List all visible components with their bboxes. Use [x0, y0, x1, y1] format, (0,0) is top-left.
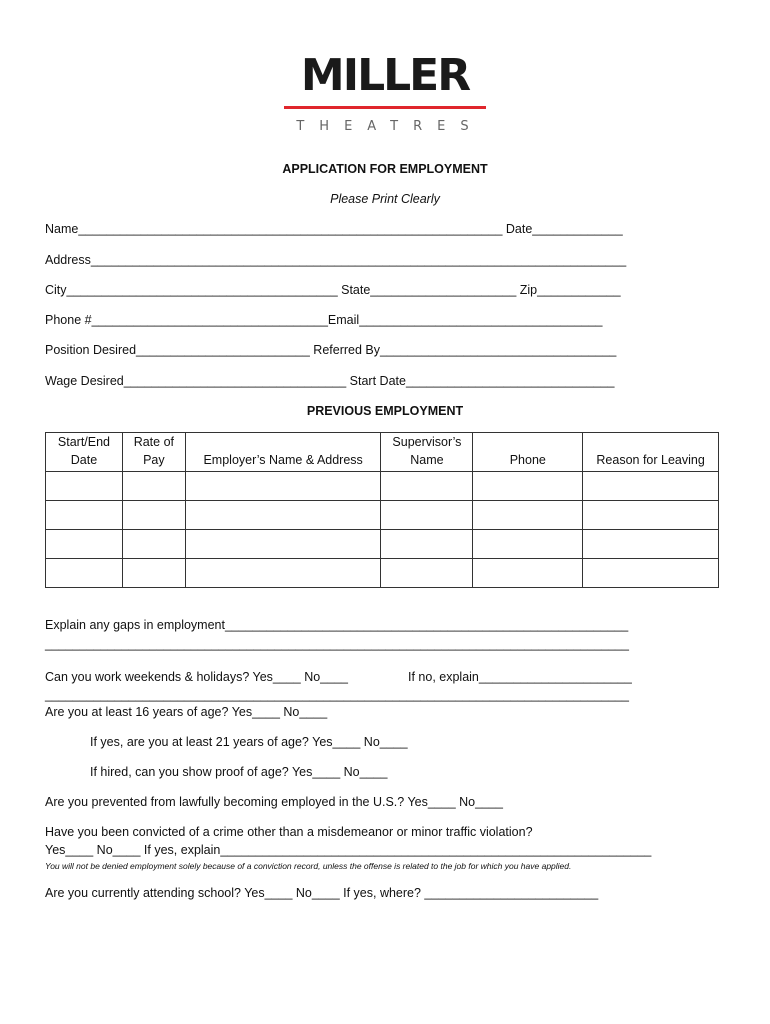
table-cell[interactable]	[46, 530, 123, 559]
table-cell[interactable]	[473, 472, 583, 501]
column-header: Employer’s Name & Address	[185, 433, 381, 472]
table-cell[interactable]	[46, 501, 123, 530]
form-subtitle: Please Print Clearly	[330, 192, 440, 206]
table-row	[46, 530, 719, 559]
address-field[interactable]: Address_____________________________________________________________________________	[45, 253, 627, 267]
table-cell[interactable]	[583, 559, 719, 588]
city-state-zip-field[interactable]: City_______________________________________ State_____________________ Zip____________	[45, 283, 621, 297]
conviction-note: You will not be denied employment solely because of a conviction record, unless the offense is related to the job for which you have applied.	[45, 861, 572, 871]
table-cell[interactable]	[122, 501, 185, 530]
logo-subtitle: THEATRES	[296, 119, 484, 134]
school-question[interactable]: Are you currently attending school? Yes____ No____ If yes, where? _________________________	[45, 886, 599, 900]
weekends-line[interactable]: ____________________________________________________________________________________	[45, 688, 629, 702]
table-cell[interactable]	[583, 501, 719, 530]
table-cell[interactable]	[381, 472, 473, 501]
table-cell[interactable]	[185, 559, 381, 588]
proof-of-age-question[interactable]: If hired, can you show proof of age? Yes____ No____	[90, 765, 388, 779]
conviction-answer[interactable]: Yes____ No____ If yes, explain______________________________________________________________	[45, 843, 652, 857]
table-cell[interactable]	[185, 530, 381, 559]
conviction-question: Have you been convicted of a crime other than a misdemeanor or minor traffic violation?	[45, 825, 533, 839]
table-cell[interactable]	[122, 559, 185, 588]
table-cell[interactable]	[122, 530, 185, 559]
column-header: Reason for Leaving	[583, 433, 719, 472]
table-cell[interactable]	[473, 501, 583, 530]
table-cell[interactable]	[381, 530, 473, 559]
table-row	[46, 472, 719, 501]
table-row	[46, 501, 719, 530]
table-cell[interactable]	[46, 559, 123, 588]
name-date-field[interactable]: Name_____________________________________________________________ Date_____________	[45, 222, 623, 236]
table-cell[interactable]	[473, 559, 583, 588]
table-cell[interactable]	[473, 530, 583, 559]
table-cell[interactable]	[583, 530, 719, 559]
table-row	[46, 559, 719, 588]
table-cell[interactable]	[381, 559, 473, 588]
table-cell[interactable]	[185, 501, 381, 530]
table-cell[interactable]	[583, 472, 719, 501]
logo-red-rule	[284, 106, 486, 109]
table-cell[interactable]	[381, 501, 473, 530]
employment-gaps-question[interactable]: Explain any gaps in employment__________________________________________________________	[45, 618, 629, 632]
table-cell[interactable]	[46, 472, 123, 501]
weekends-question[interactable]: Can you work weekends & holidays? Yes____ No____	[45, 670, 348, 684]
age-16-question[interactable]: Are you at least 16 years of age? Yes____ No____	[45, 705, 328, 719]
position-referred-field[interactable]: Position Desired_________________________ Referred By__________________________________	[45, 343, 617, 357]
column-header: Phone	[473, 433, 583, 472]
employment-gaps-line[interactable]: ____________________________________________________________________________________	[45, 637, 629, 651]
previous-employment-title: PREVIOUS EMPLOYMENT	[306, 404, 464, 418]
column-header: Start/End Date	[46, 433, 123, 472]
table-cell[interactable]	[185, 472, 381, 501]
phone-email-field[interactable]: Phone #__________________________________Email___________________________________	[45, 313, 603, 327]
lawful-employment-question[interactable]: Are you prevented from lawfully becoming employed in the U.S.? Yes____ No____	[45, 795, 503, 809]
age-21-question[interactable]: If yes, are you at least 21 years of age? Yes____ No____	[90, 735, 408, 749]
table-cell[interactable]	[122, 472, 185, 501]
column-header: Rate of Pay	[122, 433, 185, 472]
form-title: APPLICATION FOR EMPLOYMENT	[282, 162, 488, 176]
column-header: Supervisor’s Name	[381, 433, 473, 472]
weekends-explain[interactable]: If no, explain______________________	[408, 670, 632, 684]
previous-employment-table	[45, 432, 719, 588]
wage-start-field[interactable]: Wage Desired________________________________ Start Date______________________________	[45, 374, 615, 388]
logo-wordmark: MILLER	[300, 50, 470, 101]
